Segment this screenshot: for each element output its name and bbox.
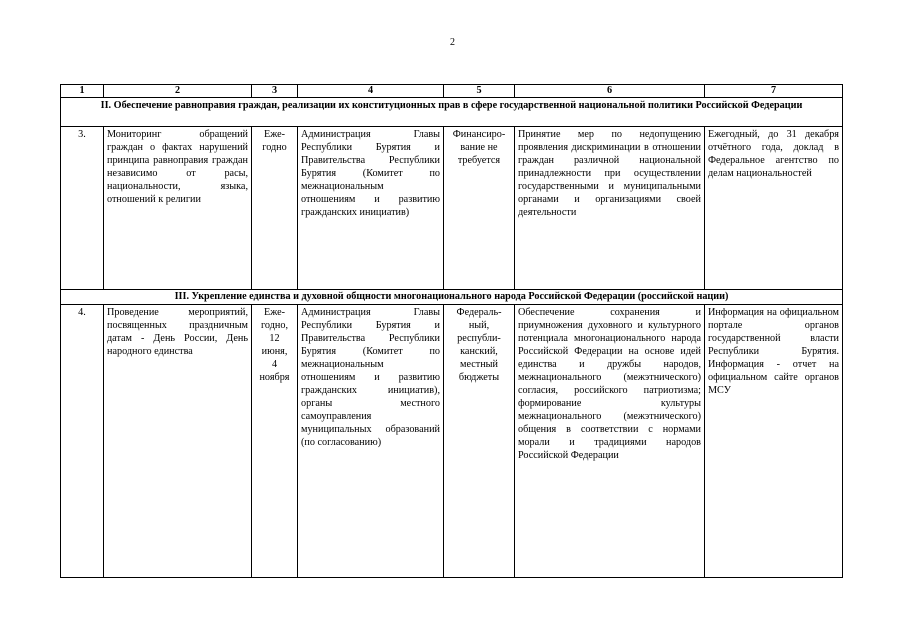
section-heading: II. Обеспечение равноправия граждан, реализации их конституционных прав в сфере государственной национальной политики Российской Федерации	[61, 98, 843, 127]
result-cell: Обеспечение сохранения и приумножения духовного и культурного потенциала многонационального народа Российской Федерации на основе идей единства и дружбы народов, межнационального (межэтнического) согласия, российского патриотизма; формирование культуры межнационального (межэтнического) общения в соответствии с нормами морали и традициями народов Российской Федерации	[515, 305, 705, 578]
column-header-6: 6	[515, 85, 705, 98]
funding-cell: Федераль- ный, республи- канский, местный бюджеты	[444, 305, 515, 578]
result-cell: Принятие мер по недопущению проявления дискриминации в отношении граждан различной национальной принадлежности при осуществлении государственными и муниципальными органами и организациями своей деятельности	[515, 127, 705, 290]
section-heading-row	[61, 290, 843, 305]
reporting-cell: Информация на официальном портале органов государственной власти Республики Бурятия. Информация - отчет на официальном сайте органов МСУ	[705, 305, 843, 578]
plan-table	[60, 84, 843, 578]
table-row	[61, 127, 843, 290]
page-number: 2	[450, 37, 455, 48]
executors-cell: Администрация Главы Республики Бурятия и Правительства Республики Бурятия (Комитет по межнациональным отношениям и развитию гражданских инициатив)	[298, 127, 444, 290]
section-heading: III. Укрепление единства и духовной общности многонационального народа Российской Федерации (российской нации)	[61, 290, 843, 305]
row-number: 4.	[61, 305, 104, 578]
column-header-4: 4	[298, 85, 444, 98]
column-header-2: 2	[104, 85, 252, 98]
reporting-cell: Ежегодный, до 31 декабря отчётного года, доклад в Федеральное агентство по делам национальностей	[705, 127, 843, 290]
table-row	[61, 305, 843, 578]
column-header-1: 1	[61, 85, 104, 98]
column-header-5: 5	[444, 85, 515, 98]
executors-cell: Администрация Главы Республики Бурятия и Правительства Республики Бурятия (Комитет по межнациональным отношениям и развитию гражданских инициатив), органы местного самоуправления муниципальных образований (по согласованию)	[298, 305, 444, 578]
measure-cell: Мониторинг обращений граждан о фактах нарушений принципа равноправия граждан независимо от расы, национальности, языка, отношений к религии	[104, 127, 252, 290]
column-header-3: 3	[252, 85, 298, 98]
deadline-cell: Еже- годно	[252, 127, 298, 290]
column-header-7: 7	[705, 85, 843, 98]
deadline-cell: Еже- годно, 12 июня, 4 ноября	[252, 305, 298, 578]
measure-cell: Проведение мероприятий, посвященных праздничным датам - День России, День народного единства	[104, 305, 252, 578]
row-number: 3.	[61, 127, 104, 290]
section-heading-row	[61, 98, 843, 127]
column-number-row	[61, 85, 843, 98]
funding-cell: Финансиро- вание не требуется	[444, 127, 515, 290]
